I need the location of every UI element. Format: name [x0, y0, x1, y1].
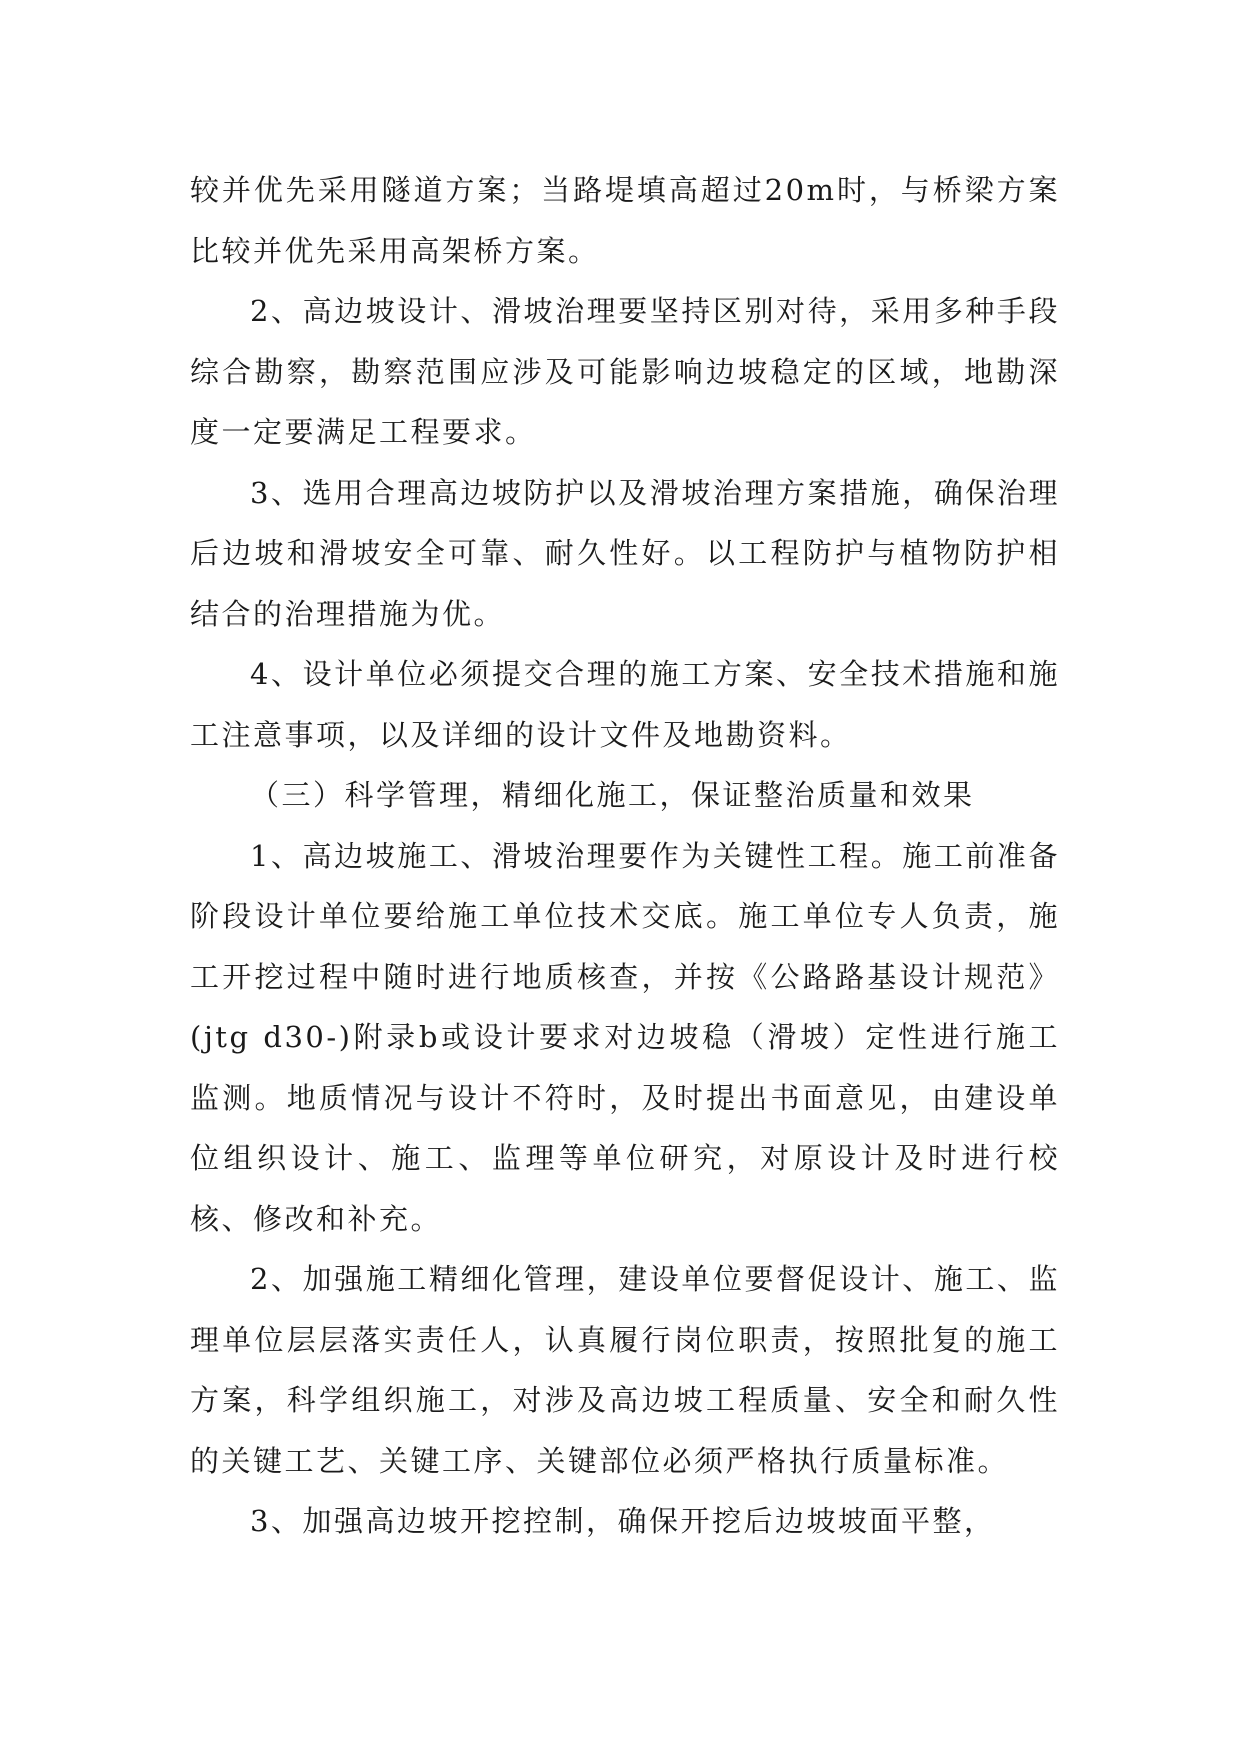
paragraph-item-3-excavation: 3、加强高边坡开挖控制，确保开挖后边坡坡面平整， — [250, 1504, 996, 1538]
paragraph-item-2-management: 2、加强施工精细化管理，建设单位要督促设计、施工、监理单位层层落实责任人，认真履行岗位职责，按照批复的施工方案，科学组织施工，对涉及高边坡工程质量、安全和耐久性的关键工艺、关键工序、关键部位必须严格执行质量标准。 — [190, 1262, 1060, 1478]
paragraph-item-2-design: 2、高边坡设计、滑坡治理要坚持区别对待，采用多种手段综合勘察，勘察范围应涉及可能影响边坡稳定的区域，地勘深度一定要满足工程要求。 — [190, 294, 1060, 449]
paragraph-item-4-submission: 4、设计单位必须提交合理的施工方案、安全技术措施和施工注意事项，以及详细的设计文件及地勘资料。 — [190, 657, 1060, 752]
section-heading-three: （三）科学管理，精细化施工，保证整治质量和效果 — [250, 778, 975, 812]
document-body — [190, 160, 1060, 1552]
paragraph-continuation: 较并优先采用隧道方案；当路堤填高超过20m时，与桥梁方案比较并优先采用高架桥方案。 — [190, 173, 1060, 268]
paragraph-item-1-construction: 1、高边坡施工、滑坡治理要作为关键性工程。施工前准备阶段设计单位要给施工单位技术交底。施工单位专人负责，施工开挖过程中随时进行地质核查，并按《公路路基设计规范》(jtg d30-)附录b或设计要求对边坡稳（滑坡）定性进行施工监测。地质情况与设计不符时，及时提出书面意见，由建设单位组织设计、施工、监理等单位研究，对原设计及时进行校核、修改和补充。 — [190, 838, 1060, 1236]
paragraph-item-3-measures: 3、选用合理高边坡防护以及滑坡治理方案措施，确保治理后边坡和滑坡安全可靠、耐久性好。以工程防护与植物防护相结合的治理措施为优。 — [190, 475, 1060, 631]
